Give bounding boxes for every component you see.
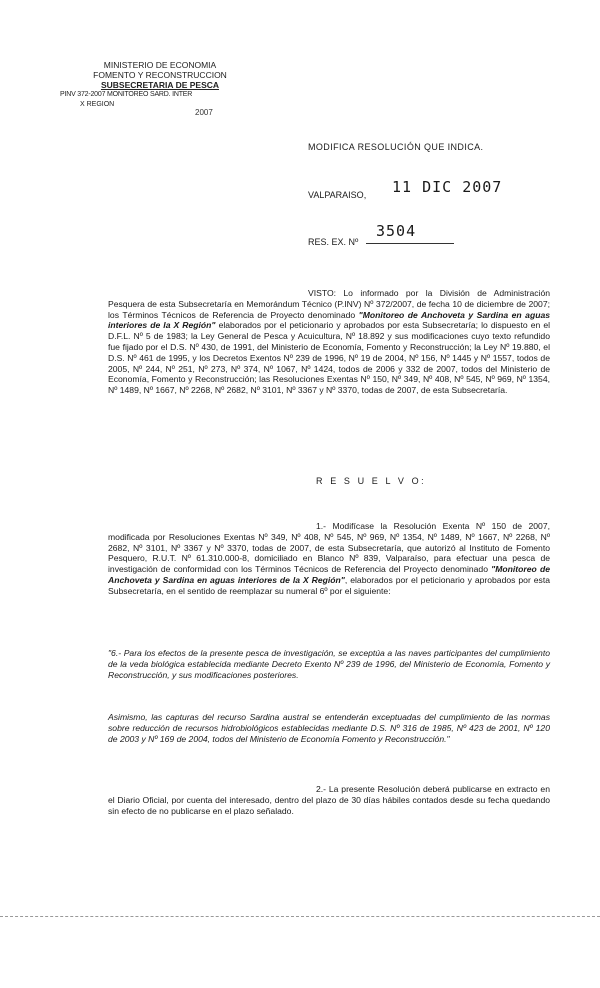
point-1-lead: 1.- Modifícase la Resolución Exenta Nº 150 de (316, 521, 523, 531)
subsecretaria-line: SUBSECRETARIA DE PESCA (100, 80, 220, 90)
file-region: X REGION (80, 101, 115, 108)
file-reference: PINV 372-2007 MONITOREO SARD. INTER (60, 91, 193, 98)
place-label: VALPARAISO, (308, 190, 367, 200)
resolution-label: RES. EX. Nº (308, 237, 359, 247)
document-subject: MODIFICA RESOLUCIÓN QUE INDICA. (308, 142, 484, 152)
quote-paragraph-2: Asimismo, las capturas del recurso Sardina austral se entenderán exceptuadas del cumplimiento de las normas sobre reducción de recursos hidrobiológicos establecidas mediante D.S. Nº 316 de 1985, Nº 423 de 2001, Nº 120 de 2003 y Nº 169 de 2004, todos del Ministerio de Economía Fomento y Reconstrucción." (108, 712, 550, 744)
point-1-paragraph: 1.- Modifícase la Resolución Exenta Nº 150 de 2007, modificada por Resoluciones Exentas Nº 349, Nº 408, Nº 545, Nº 969, Nº 1354, Nº 1489, Nº 1667, Nº 2268, Nº 2682, Nº 3101, Nº 3367 y Nº 3370, todas de 2007, de esta Subsecretaría, que autorizó al Instituto de Fomento Pesquero, R.U.T. Nº 61.310.000-8, domiciliado en Blanco Nº 839, Valparaíso, para efectuar una pesca de investigación de conformidad con los Términos Técnicos de Referencia del Proyecto denominado "Monitoreo de Anchoveta y Sardina en aguas interiores de la X Región", elaborados por el peticionario y aprobados por esta Subsecretaría, en el sentido de reemplazar su numeral 6º por el siguiente: (108, 521, 551, 596)
point-2-paragraph: 2.- La presente Resolución deberá publicarse en extracto en el Diario Oficial, por cuenta del interesado, dentro del plazo de 30 días hábiles contados desde su fecha quedando sin efecto de no publicarse en el plazo señalado. (108, 784, 550, 816)
quote-paragraph-1: "6.- Para los efectos de la presente pesca de investigación, se exceptúa a las naves participantes del cumplimiento de la veda biológica establecida mediante Decreto Exento Nº 239 de 1996, del Ministerio de Economía, Fomento y Reconstrucción, y sus modificaciones posteriores. (108, 648, 550, 680)
ministry-line: FOMENTO Y RECONSTRUCCION (93, 70, 227, 80)
project-name: "Monitoreo de Anchoveta y Sardina en aguas interiores de la X Región" (108, 309, 551, 331)
document-date: 11 DIC 2007 (392, 178, 503, 196)
page-divider (0, 916, 600, 917)
ministry-line: MINISTERIO DE ECONOMIA (103, 60, 217, 70)
point-2-lead: 2.- La presente Resolución deberá publicarse en (316, 784, 505, 794)
stamp-text: 2007 (195, 108, 213, 117)
visto-lead: VISTO: (308, 288, 337, 298)
resolution-underline (366, 243, 454, 244)
visto-paragraph: VISTO: Lo informado por la División de Administración Pesquera de esta Subsecretaría en Memorándum Técnico (P.INV) Nº 372/2007, de fecha 10 de diciembre de 2007; los Términos Técnicos de Referencia de Proyecto denominado "Monitoreo de Anchoveta y Sardina en aguas interiores de la X Región" elaborados por el peticionario y aprobados por esta Subsecretaría; lo dispuesto en el D.F.L. Nº 5 de 1983; la Ley General de Pesca y Acuicultura, Nº 18.892 y sus modificaciones cuyo texto refundido fue fijado por el D.S. Nº 430, de 1991, del Ministerio de Economía, Fomento y Reconstrucción; la Ley Nº 19.880, el D.S. Nº 461 de 1995, y los Decretos Exentos Nº 239 de 1996, Nº 19 de 2004, Nº 156, Nº 1445 y Nº 1557, todos de 2005, Nº 244, Nº 251, Nº 273, Nº 374, Nº 1067, Nº 1424, todos de 2006 y 332 de 2007, todos del Ministerio de Economía, Fomento y Reconstrucción; las Resoluciones Exentas Nº 150, Nº 349, Nº 408, Nº 545, Nº 969, Nº 1354, Nº 1489, Nº 1667, Nº 2268, Nº 2682, Nº 3101, Nº 3367 y Nº 3370, todas de 2007, de esta Subsecretaría. (108, 288, 551, 396)
project-name: "Monitoreo de Anchoveta y Sardina en aguas interiores de la X Región" (108, 564, 550, 585)
resuelvo-heading: R E S U E L V O: (316, 476, 427, 486)
ministry-header (60, 60, 260, 110)
resolution-number: 3504 (376, 222, 417, 240)
